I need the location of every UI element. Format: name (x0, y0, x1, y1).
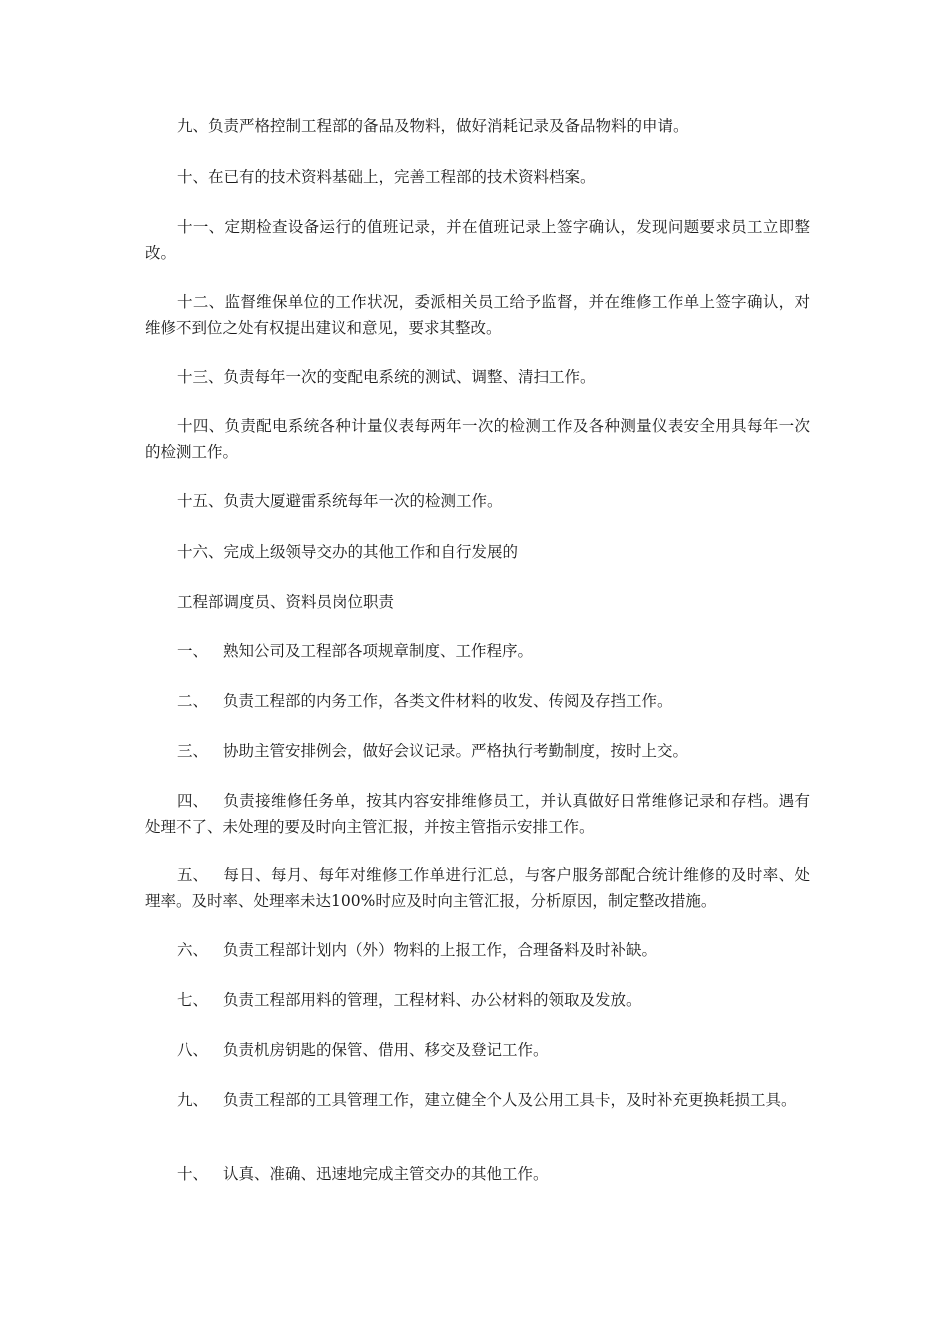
paragraph-10: 十、在已有的技术资料基础上，完善工程部的技术资料档案。 (177, 168, 596, 186)
list-item-number: 三、 (177, 742, 209, 760)
paragraph-11: 十一、定期检查设备运行的值班记录，并在值班记录上签字确认，发现问题要求员工立即整改。 (145, 218, 810, 262)
paragraph-13: 十三、负责每年一次的变配电系统的测试、调整、清扫工作。 (177, 368, 596, 386)
list-item-text: 每日、每月、每年对维修工作单进行汇总，与客户服务部配合统计维修的及时率、处理率。及时率、处理率未达100%时应及时向主管汇报，分析原因，制定整改措施。 (145, 866, 810, 910)
list-item-text: 负责机房钥匙的保管、借用、移交及登记工作。 (223, 1041, 549, 1059)
paragraph-16: 十六、完成上级领导交办的其他工作和自行发展的 (177, 543, 519, 561)
list-item-number: 八、 (177, 1041, 209, 1059)
list-item-number: 十、 (177, 1165, 209, 1183)
list-item-number: 六、 (177, 941, 209, 959)
list-item (145, 987, 810, 1013)
list-item-number: 五、 (177, 866, 209, 884)
list-item (145, 738, 810, 764)
list-item (145, 862, 810, 914)
list-item-text: 负责接维修任务单，按其内容安排维修员工，并认真做好日常维修记录和存档。遇有处理不了、未处理的要及时向主管汇报，并按主管指示安排工作。 (145, 792, 810, 836)
list-item (145, 1161, 810, 1187)
list-item-number: 九、 (177, 1091, 209, 1109)
list-item-number: 四、 (177, 792, 209, 810)
list-item (145, 638, 810, 664)
paragraph-14: 十四、负责配电系统各种计量仪表每两年一次的检测工作及各种测量仪表安全用具每年一次的检测工作。 (145, 417, 810, 461)
list-item-text: 认真、准确、迅速地完成主管交办的其他工作。 (223, 1165, 549, 1183)
list-item-text: 负责工程部计划内（外）物料的上报工作，合理备料及时补缺。 (223, 941, 658, 959)
list-item-number: 一、 (177, 642, 209, 660)
list-item-text: 协助主管安排例会，做好会议记录。严格执行考勤制度，按时上交。 (223, 742, 689, 760)
list-item-number: 七、 (177, 991, 209, 1009)
list-item-text: 负责工程部的工具管理工作，建立健全个人及公用工具卡，及时补充更换耗损工具。 (223, 1091, 797, 1109)
paragraph-15: 十五、负责大厦避雷系统每年一次的检测工作。 (177, 492, 503, 510)
paragraph-12: 十二、监督维保单位的工作状况，委派相关员工给予监督，并在维修工作单上签字确认，对维修不到位之处有权提出建议和意见，要求其整改。 (145, 293, 810, 337)
list-item (145, 688, 810, 714)
list-item (145, 788, 810, 840)
paragraph-9: 九、负责严格控制工程部的备品及物料，做好消耗记录及备品物料的申请。 (177, 117, 689, 135)
list-item (145, 937, 810, 963)
list-item (145, 1087, 810, 1113)
list-item-number: 二、 (177, 692, 209, 710)
list-item (145, 1037, 810, 1063)
list-item-text: 负责工程部用料的管理，工程材料、办公材料的领取及发放。 (223, 991, 642, 1009)
list-item-text: 负责工程部的内务工作，各类文件材料的收发、传阅及存挡工作。 (223, 692, 673, 710)
section-title: 工程部调度员、资料员岗位职责 (177, 593, 395, 611)
list-item-text: 熟知公司及工程部各项规章制度、工作程序。 (223, 642, 534, 660)
